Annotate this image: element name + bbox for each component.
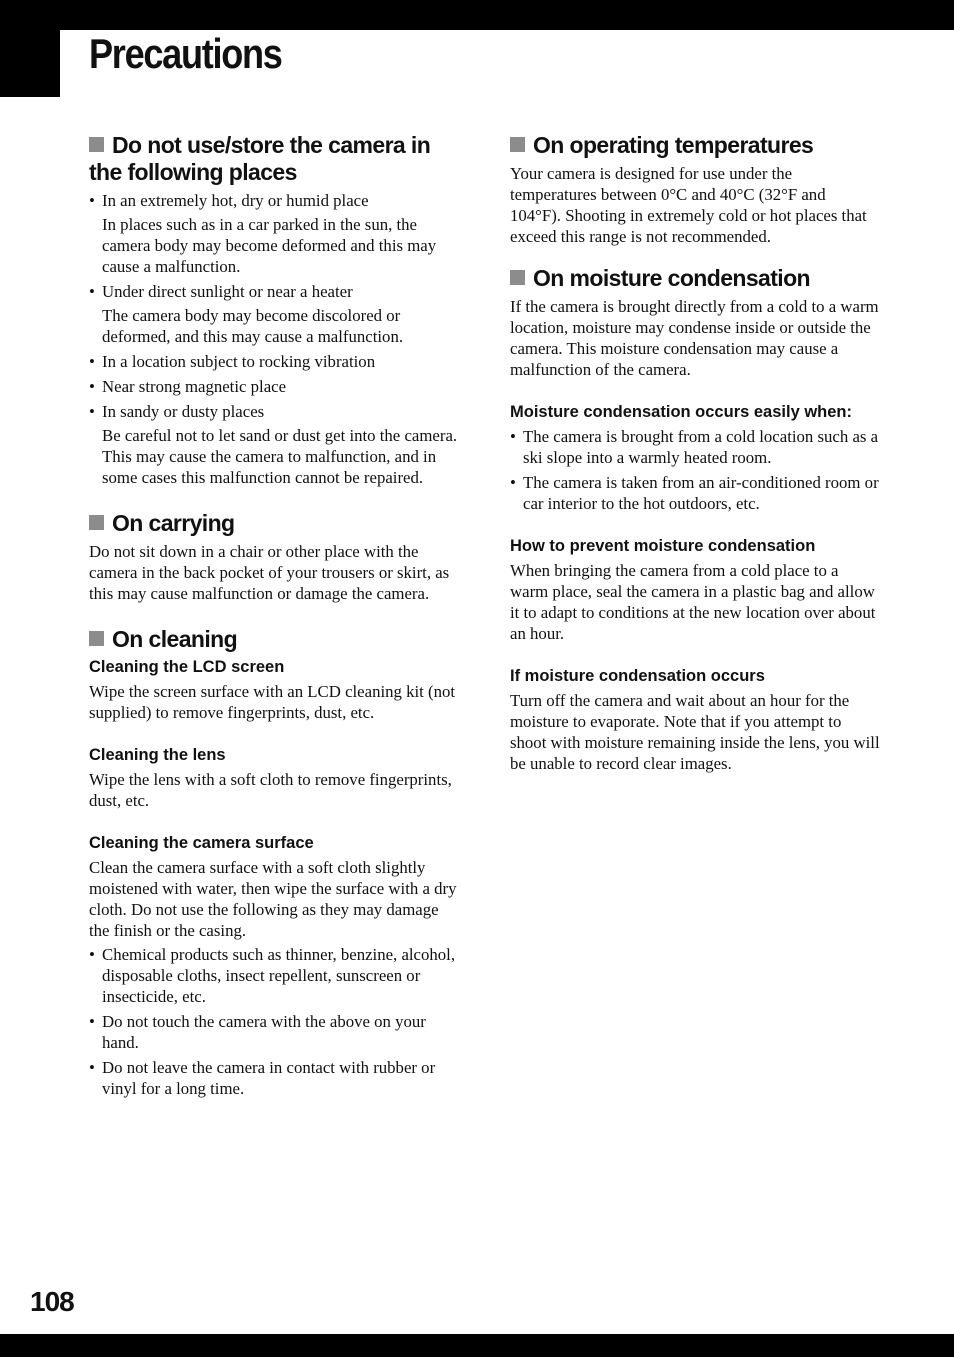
lcd-body: Wipe the screen surface with an LCD cleaning kit (not supplied) to remove fingerprints, dust, etc.: [89, 682, 456, 722]
page-number: 108: [30, 1286, 74, 1317]
moisture-body: If the camera is brought directly from a cold to a warm location, moisture may condense inside or outside the camera. This moisture condensation may cause a malfunction of the camera.: [510, 297, 879, 379]
surface-list: [89, 944, 459, 1099]
list-item: • In an extremely hot, dry or humid place In places such as in a car parked in the sun, the camera body may become deformed and this may cause a malfunction.: [89, 190, 459, 277]
section-heading-carrying: On carrying: [89, 510, 459, 537]
page-title: Precautions: [89, 30, 282, 77]
top-bar: [0, 0, 954, 30]
list-item: • In sandy or dusty places Be careful not to let sand or dust get into the camera. This may cause the camera to malfunction, and in some cases this malfunction cannot be repaired.: [89, 401, 459, 488]
lens-body: Wipe the lens with a soft cloth to remove fingerprints, dust, etc.: [89, 770, 452, 810]
subheading-surface: Cleaning the camera surface: [89, 834, 314, 852]
subheading-if-occurs: If moisture condensation occurs: [510, 667, 765, 685]
list-item: • In a location subject to rocking vibration: [89, 351, 459, 372]
list-item-note: The camera body may become discolored or deformed, and this may cause a malfunction.: [102, 306, 404, 346]
list-item: • Do not touch the camera with the above on your hand.: [89, 1011, 459, 1053]
square-bullet-icon: [89, 631, 104, 646]
surface-body: Clean the camera surface with a soft cloth slightly moistened with water, then wipe the surface with a dry cloth. Do not use the following as they may damage the finish or the casing.: [89, 858, 457, 940]
prevent-body: When bringing the camera from a cold place to a warm place, seal the camera in a plastic bag and allow it to adapt to conditions at the new location over about an hour.: [510, 561, 876, 643]
list-item-note: Be careful not to let sand or dust get into the camera. This may cause the camera to malfunction, and in some cases this malfunction cannot be repaired.: [102, 426, 458, 487]
right-column: [510, 128, 880, 774]
if-occurs-body: Turn off the camera and wait about an hour for the moisture to evaporate. Note that if you attempt to shoot with moisture remaining inside the lens, you will be unable to record clear images.: [510, 691, 880, 773]
subheading-lens: Cleaning the lens: [89, 746, 226, 764]
square-bullet-icon: [510, 137, 525, 152]
subheading-prevent: How to prevent moisture condensation: [510, 537, 816, 555]
carrying-body: Do not sit down in a chair or other place with the camera in the back pocket of your trousers or skirt, as this may cause malfunction or damage the camera.: [89, 542, 450, 603]
list-item: • Near strong magnetic place: [89, 376, 459, 397]
left-column: [89, 128, 459, 1103]
list-item: • Do not leave the camera in contact with rubber or vinyl for a long time.: [89, 1057, 459, 1099]
list-item: • Chemical products such as thinner, benzine, alcohol, disposable cloths, insect repellent, sunscreen or insecticide, etc.: [89, 944, 459, 1007]
list-item: • Under direct sunlight or near a heater The camera body may become discolored or deformed, and this may cause a malfunction.: [89, 281, 459, 347]
square-bullet-icon: [510, 270, 525, 285]
section-heading-cleaning: On cleaning: [89, 626, 459, 653]
section-heading-moisture: On moisture condensation: [510, 265, 880, 292]
subheading-lcd: Cleaning the LCD screen: [89, 658, 285, 676]
list-item: • The camera is taken from an air-conditioned room or car interior to the hot outdoors, etc.: [510, 472, 880, 514]
temperatures-body: Your camera is designed for use under the temperatures between 0°C and 40°C (32°F and 104°F). Shooting in extremely cold or hot places that exceed this range is not recommended.: [510, 164, 867, 246]
occurs-easily-list: [510, 426, 880, 514]
square-bullet-icon: [89, 515, 104, 530]
list-item-note: In places such as in a car parked in the sun, the camera body may become deformed and this may cause a malfunction.: [102, 215, 437, 276]
list-item: • The camera is brought from a cold location such as a ski slope into a warmly heated room.: [510, 426, 880, 468]
corner-block: [0, 0, 60, 97]
section-heading-temperatures: On operating temperatures: [510, 132, 880, 159]
bottom-bar: [0, 1334, 954, 1357]
section-heading-places: Do not use/store the camera in the following places: [89, 132, 431, 185]
square-bullet-icon: [89, 137, 104, 152]
subheading-occurs-easily: Moisture condensation occurs easily when:: [510, 403, 852, 421]
places-list: [89, 190, 459, 488]
